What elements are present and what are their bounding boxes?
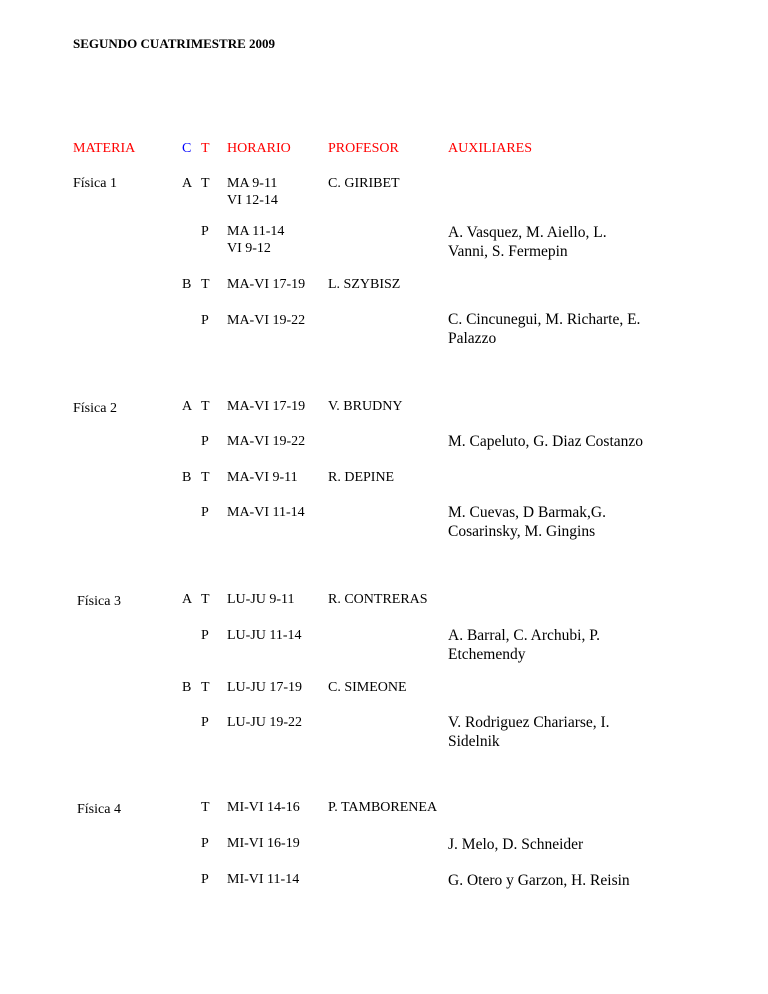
professor: R. CONTRERAS	[328, 592, 428, 607]
subject-name: Física 4	[77, 802, 121, 817]
class-type: P	[201, 313, 209, 328]
class-type: P	[201, 505, 209, 520]
commission-letter: B	[182, 680, 192, 695]
schedule: MI-VI 14-16	[227, 800, 300, 815]
class-type: T	[201, 399, 210, 414]
schedule: MI-VI 16-19	[227, 836, 300, 851]
professor: L. SZYBISZ	[328, 277, 401, 292]
class-type: P	[201, 628, 209, 643]
class-type: P	[201, 224, 209, 239]
schedule: MA-VI 17-19	[227, 277, 306, 292]
assistants: C. Cincunegui, M. Richarte, E. Palazzo	[448, 311, 641, 347]
assistants: G. Otero y Garzon, H. Reisin	[448, 872, 630, 889]
commission-letter: B	[182, 470, 192, 485]
class-type: T	[201, 277, 210, 292]
commission-letter: A	[182, 399, 193, 414]
class-type: T	[201, 800, 210, 815]
commission-letter: A	[182, 592, 193, 607]
header-auxiliares: AUXILIARES	[448, 141, 532, 156]
schedule: LU-JU 11-14	[227, 628, 302, 643]
schedule: MA 11-14 VI 9-12	[227, 224, 285, 256]
class-type: T	[201, 470, 210, 485]
header-profesor: PROFESOR	[328, 141, 399, 156]
professor: C. GIRIBET	[328, 176, 400, 191]
assistants: M. Cuevas, D Barmak,G. Cosarinsky, M. Gingins	[448, 504, 606, 540]
subject-name: Física 1	[73, 176, 117, 191]
schedule: MA-VI 9-11	[227, 470, 298, 485]
schedule: LU-JU 17-19	[227, 680, 303, 695]
assistants: A. Barral, C. Archubi, P. Etchemendy	[448, 627, 600, 663]
header-horario: HORARIO	[227, 141, 291, 156]
class-type: P	[201, 434, 209, 449]
class-type: T	[201, 680, 210, 695]
header-t: T	[201, 141, 210, 156]
document-title: SEGUNDO CUATRIMESTRE 2009	[73, 36, 276, 51]
assistants: M. Capeluto, G. Diaz Costanzo	[448, 433, 644, 450]
professor: R. DEPINE	[328, 470, 395, 485]
schedule: LU-JU 19-22	[227, 715, 303, 730]
schedule: MA 9-11 VI 12-14	[227, 176, 278, 208]
assistants: V. Rodriguez Chariarse, I. Sidelnik	[448, 714, 610, 750]
assistants: A. Vasquez, M. Aiello, L. Vanni, S. Fermepin	[448, 224, 607, 260]
header-materia: MATERIA	[73, 141, 136, 156]
assistants: J. Melo, D. Schneider	[448, 836, 584, 853]
class-type: P	[201, 836, 209, 851]
schedule: MA-VI 19-22	[227, 313, 306, 328]
schedule: MI-VI 11-14	[227, 872, 300, 887]
subject-name: Física 3	[77, 594, 121, 609]
schedule: LU-JU 9-11	[227, 592, 295, 607]
schedule: MA-VI 17-19	[227, 399, 306, 414]
commission-letter: B	[182, 277, 192, 292]
schedule: MA-VI 11-14	[227, 505, 305, 520]
class-type: P	[201, 715, 209, 730]
class-type: T	[201, 176, 210, 191]
commission-letter: A	[182, 176, 193, 191]
professor: V. BRUDNY	[328, 399, 403, 414]
schedule: MA-VI 19-22	[227, 434, 306, 449]
class-type: P	[201, 872, 209, 887]
class-type: T	[201, 592, 210, 607]
header-c: C	[182, 141, 192, 156]
professor: P. TAMBORENEA	[328, 800, 438, 815]
professor: C. SIMEONE	[328, 680, 407, 695]
subject-name: Física 2	[73, 401, 117, 416]
